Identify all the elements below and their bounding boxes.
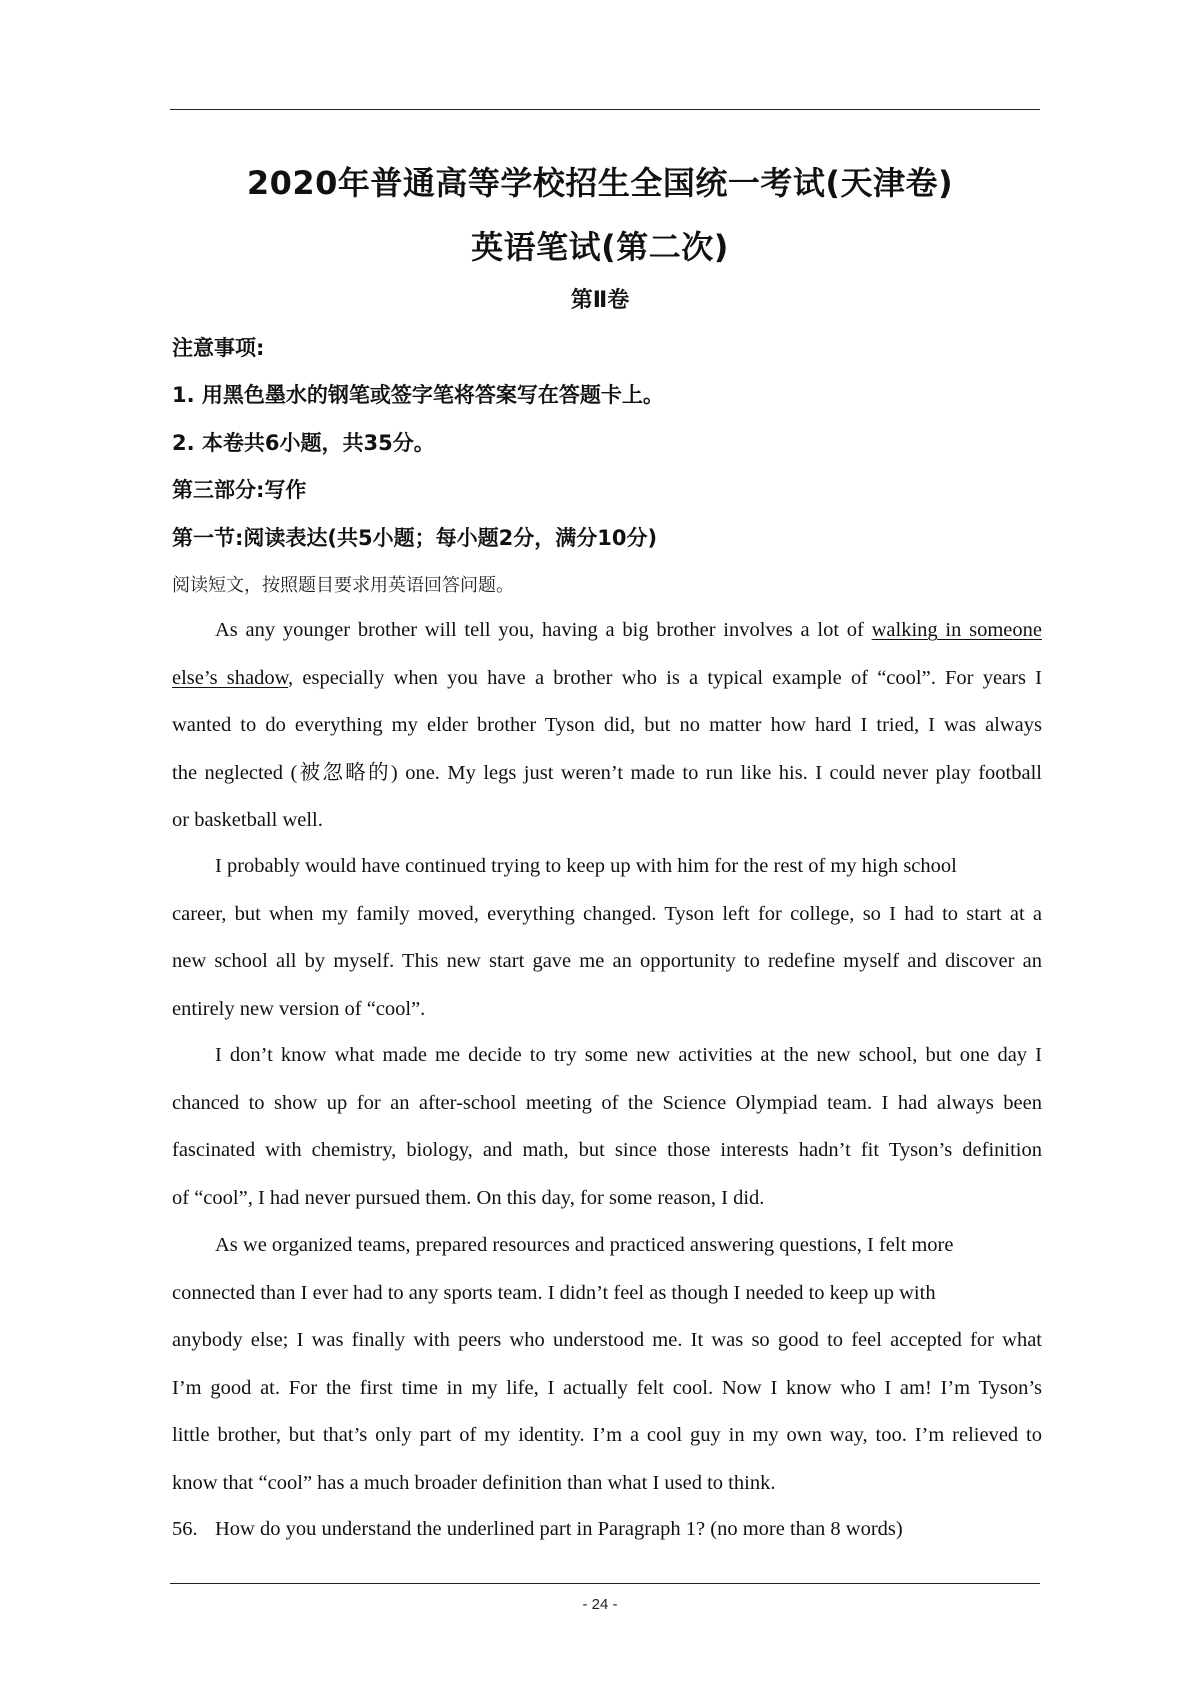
bottom-divider: [170, 1583, 1040, 1584]
instruction-text: 阅读短文，按照题目要求用英语回答问题。: [172, 575, 514, 596]
passage-line: chanced to show up for an after-school meeting of the Science Olympiad team. I had always been: [172, 1091, 1042, 1114]
notice-heading: 注意事项:: [172, 336, 265, 360]
underlined-phrase: walking in someone: [871, 619, 1042, 641]
passage-line: new school all by myself. This new start gave me an opportunity to redefine myself and discover an: [172, 950, 1042, 972]
passage-paragraph-1: [172, 607, 1042, 845]
passage-text: As any younger brother will tell you, having a big brother involves a lot of: [215, 619, 872, 641]
passage-line: I don’t know what made me decide to try some new activities at the new school, but one day I: [215, 1044, 1042, 1066]
passage-paragraph-2: [172, 843, 1042, 1033]
question-number: 56.: [172, 1518, 198, 1540]
passage-line: know that “cool” has a much broader definition than what I used to think.: [172, 1471, 776, 1494]
passage-paragraph-4: [172, 1222, 1042, 1507]
notice-item: 1. 用黑色墨水的钢笔或签字笔将答案写在答题卡上。: [172, 383, 664, 407]
volume-label: 第Ⅱ卷: [570, 288, 630, 313]
passage-line: entirely new version of “cool”.: [172, 997, 426, 1020]
question-text: How do you understand the underlined part in Paragraph 1? (no more than 8 words): [215, 1518, 903, 1540]
passage-line: I probably would have continued trying to keep up with him for the rest of my high school: [215, 855, 957, 877]
question-56: [172, 1518, 903, 1541]
passage-line: the neglected (被忽略的) one. My legs just weren’t made to run like his. I could never play football: [172, 761, 1042, 784]
underlined-phrase: else’s shadow: [172, 666, 289, 689]
passage-line: career, but when my family moved, everything changed. Tyson left for college, so I had to start at a: [172, 902, 1042, 925]
passage-line: fascinated with chemistry, biology, and math, but since those interests hadn’t fit Tyson’s definition: [172, 1139, 1042, 1161]
passage-line: of “cool”, I had never pursued them. On this day, for some reason, I did.: [172, 1186, 765, 1209]
passage-line: or basketball well.: [172, 809, 323, 831]
notice-item: 2. 本卷共6小题，共35分。: [172, 431, 435, 455]
passage-line: anybody else; I was finally with peers who understood me. It was so good to feel accepted for what: [172, 1329, 1042, 1351]
page-number: - 24 -: [582, 1596, 618, 1613]
part-heading: 第三部分:写作: [172, 478, 307, 502]
passage-line: As we organized teams, prepared resources and practiced answering questions, I felt more: [215, 1234, 954, 1256]
passage-line: I’m good at. For the first time in my life, I actually felt cool. Now I know who I am! I’m Tyson’s: [172, 1376, 1042, 1399]
top-divider: [170, 109, 1040, 110]
passage-line: [172, 655, 1042, 703]
passage-line: little brother, but that’s only part of my identity. I’m a cool guy in my own way, too. I’m relieved to: [172, 1424, 1042, 1446]
passage-text: , especially when you have a brother who is a typical example of “cool”. For years I: [288, 666, 1042, 689]
exam-subtitle: 英语笔试(第二次): [471, 228, 729, 266]
passage-paragraph-3: [172, 1032, 1042, 1222]
exam-title: 2020年普通高等学校招生全国统一考试(天津卷): [246, 164, 954, 202]
passage-line: connected than I ever had to any sports team. I didn’t feel as though I needed to keep up with: [172, 1281, 936, 1304]
passage-line: [172, 607, 1042, 655]
passage-line: wanted to do everything my elder brother Tyson did, but no matter how hard I tried, I was always: [172, 714, 1042, 736]
section-heading: 第一节:阅读表达(共5小题；每小题2分，满分10分): [172, 526, 658, 550]
